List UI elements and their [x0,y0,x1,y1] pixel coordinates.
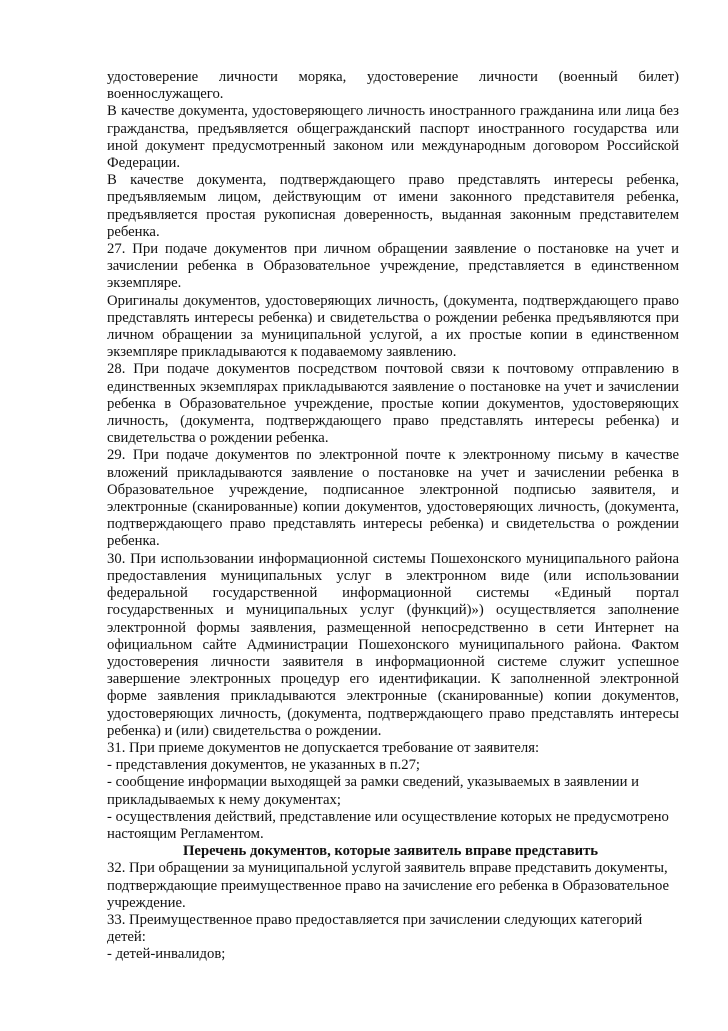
list-item-31-c: - осуществления действий, представление или осуществление которых не предусмотрено настоящим Регламентом. [107,808,669,842]
paragraph-33: 33. Преимущественное право предоставляется при зачислении следующих категорий детей: [107,911,643,946]
paragraph-31: 31. При приеме документов не допускается требование от заявителя: [107,739,540,756]
paragraph-military-id: удостоверение личности моряка, удостоверение личности (военный билет) военнослужащего. [107,69,679,103]
list-item-31-a: - представления документов, не указанных в п.27; [107,757,421,774]
list-item-33-a: - детей-инвалидов; [107,946,226,963]
paragraph-29: 29. При подаче документов по электронной почте к электронному письму в качестве вложений прикладываются заявление о постановке на учет и зачислении ребенка в Образовательное учреждение, подписанное электронной подписью заявителя, и электронные (сканированные) копии документов, удостоверяющих личность, (документа, подтверждающего право представлять интересы ребенка) и свидетельства о рождении ребенка. [107,447,679,550]
paragraph-32: 32. При обращении за муниципальной услугой заявитель вправе представить документы, подтверждающие преимущественное право на зачисление его ребенка в Образовательное учреждение. [107,860,670,911]
document-page [107,69,679,964]
section-heading: Перечень документов, которые заявитель вправе представить [183,843,599,860]
list-item-31-b: - сообщение информации выходящей за рамки сведений, указываемых в заявлении и прикладываемых к нему документах; [107,774,639,808]
paragraph-28: 28. При подаче документов посредством почтовой связи к почтовому отправлению в единственных экземплярах прикладываются заявление о постановке на учет и зачислении ребенка в Образовательное учреждение, простые копии документов, удостоверяющих личность, (документа, подтверждающего право представлять интересы ребенка) и свидетельства о рождении ребенка. [107,361,679,447]
paragraph-27: 27. При подаче документов при личном обращении заявление о постановке на учет и зачислении ребенка в Образовательное учреждение, представляется в единственном экземпляре. [107,241,679,292]
paragraph-30: 30. При использовании информационной системы Пошехонского муниципального района предоставления муниципальных услуг в электронном виде (или использовании федеральной государственной информационной системы «Единый портал государственных и муниципальных услуг (функций)») осуществляется заполнение электронной формы заявления, размещенной непосредственно в сети Интернет на официальном сайте Администрации Пошехонского муниципального района. Фактом удостоверения личности заявителя в информационной системе служит успешное завершение электронных процедур его идентификации. К заполненной электронной форме заявления прикладываются электронные (сканированные) копии документов, удостоверяющих личность, (документа, подтверждающего право представлять интересы ребенка) и (или) свидетельства о рождении. [107,550,679,739]
paragraph-originals: Оригиналы документов, удостоверяющих личность, (документа, подтверждающего право представлять интересы ребенка) и свидетельства о рождении ребенка предъявляются при личном обращении за муниципальной услугой, а их простые копии в единственном экземпляре прикладываются к подаваемому заявлению. [107,292,679,361]
paragraph-foreign-citizen: В качестве документа, удостоверяющего личность иностранного гражданина или лица без гражданства, предъявляется общегражданский паспорт иностранного государства или иной документ предусмотренный законом или международным договором Российской Федерации. [107,103,679,172]
paragraph-proxy: В качестве документа, подтверждающего право представлять интересы ребенка, предъявляемым лицом, действующим от имени законного представителя ребенка, предъявляется простая рукописная доверенность, выданная законным представителем ребенка. [107,172,679,240]
